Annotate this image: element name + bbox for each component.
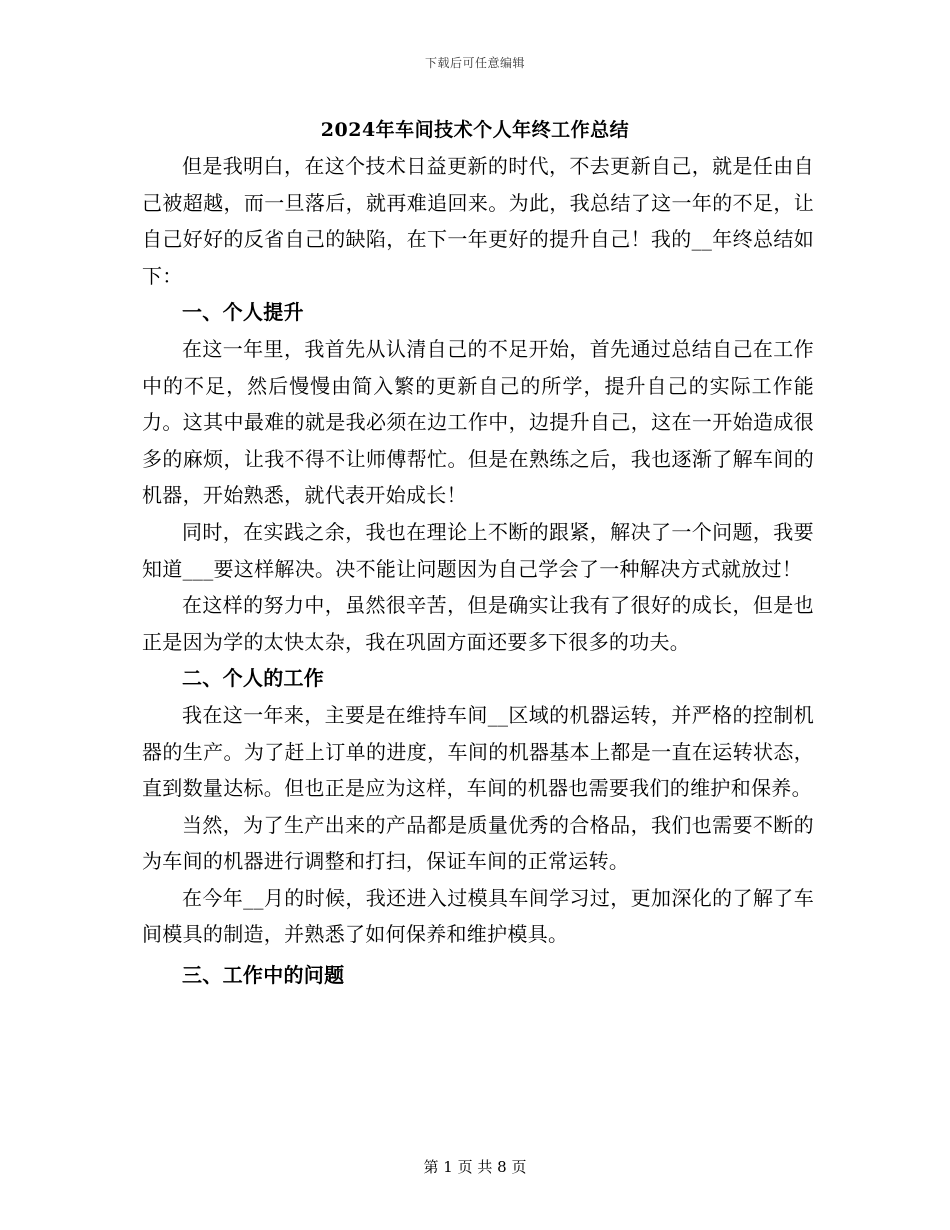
section-heading-personal-work: 二、个人的工作 [182,666,325,691]
section1-paragraph-3: 在这样的努力中，虽然很辛苦，但是确实让我有了很好的成长，但是也正是因为学的太快太杂，我在巩固方面还要多下很多的功夫。 [142,593,814,654]
page-number: 第 1 页 共 8 页 [423,1158,527,1176]
section1-paragraph-2: 同时，在实践之余，我也在理论上不断的跟紧，解决了一个问题，我要知道___要这样解决。决不能让问题因为自己学会了一种解决方式就放过！ [142,519,814,581]
section2-paragraph-2: 当然，为了生产出来的产品都是质量优秀的合格品，我们也需要不断的为车间的机器进行调整和打扫，保证车间的正常运转。 [142,812,814,874]
intro-paragraph: 但是我明白，在这个技术日益更新的时代，不去更新自己，就是任由自己被超越，而一旦落后，就再难追回来。为此，我总结了这一年的不足，让自己好好的反省自己的缺陷，在下一年更好的提升自己！我的__年终总结如下： [142,154,814,288]
section2-paragraph-1: 我在这一年来，主要是在维持车间__区域的机器运转，并严格的控制机器的生产。为了赶上订单的进度，车间的机器基本上都是一直在运转状态，直到数量达标。但也正是应为这样，车间的机器也需要我们的维护和保养。 [142,702,814,801]
header-note: 下载后可任意编辑 [424,56,525,70]
section-heading-personal-improvement: 一、个人提升 [182,300,304,325]
document-title: 2024年车间技术个人年终工作总结 [320,119,630,141]
section2-paragraph-3: 在今年__月的时候，我还进入过模具车间学习过，更加深化的了解了车间模具的制造，并熟悉了如何保养和维护模具。 [142,885,814,947]
section1-paragraph-1: 在这一年里，我首先从认清自己的不足开始，首先通过总结自己在工作中的不足，然后慢慢由简入繁的更新自己的所学，提升自己的实际工作能力。这其中最难的就是我必须在边工作中，边提升自己，这在一开始造成很多的麻烦，让我不得不让师傅帮忙。但是在熟练之后，我也逐渐了解车间的机器，开始熟悉，就代表开始成长！ [142,336,814,508]
document-body [142,148,814,994]
section-heading-work-problems: 三、工作中的问题 [182,963,345,988]
